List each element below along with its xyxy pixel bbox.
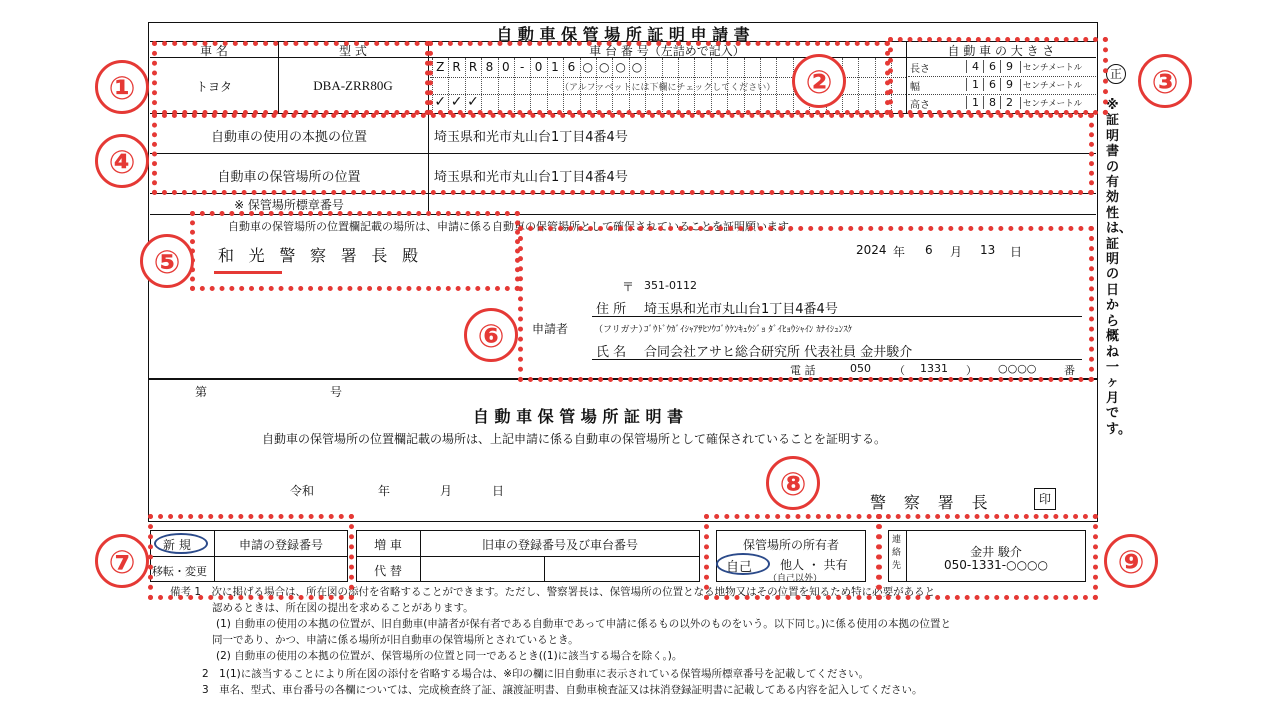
chassis-char: 6 — [567, 60, 576, 74]
self-label: 自己 — [726, 560, 753, 575]
alpha-note: （アルファベットには下欄にチェックしてください） — [560, 83, 776, 93]
cert-no-suffix: 号 — [330, 385, 343, 399]
alphabet-check: ✓ — [467, 94, 479, 110]
phone-paren-close: ） — [966, 364, 977, 377]
self-circle — [716, 553, 770, 575]
storage-location-label: 自動車の保管場所の位置 — [217, 170, 361, 185]
form-title: 自 動 車 保 管 場 所 証 明 申 請 書 — [496, 25, 750, 44]
size-grid-line — [908, 76, 1096, 77]
row-divider — [150, 153, 1096, 154]
postal-mark: 〒 — [622, 280, 635, 294]
marker-4: ④ — [95, 134, 149, 188]
chassis-cell-divider — [858, 58, 859, 112]
size-unit: センチメートル — [1020, 79, 1082, 91]
chassis-char: ○ — [582, 60, 594, 74]
phone-number: ○○○○ — [998, 362, 1037, 375]
base-location-label: 自動車の使用の本拠の位置 — [210, 130, 367, 145]
size-unit: センチメートル — [1020, 61, 1082, 73]
marker-9: ⑨ — [1104, 534, 1158, 588]
request-text: 自動車の保管場所の位置欄記載の場所は、申請に係る自動車の保管場所として確保されていることを証明願います。 — [228, 220, 800, 233]
date-year: 2024 — [856, 243, 887, 257]
car-name-label: 車 名 — [200, 44, 228, 58]
other-note: （自己以外） — [768, 574, 823, 584]
reg-no-label: 申請の登録番号 — [238, 538, 323, 552]
increase-label: 増 車 — [374, 538, 402, 552]
storage-location-value: 埼玉県和光市丸山台1丁目4番4号 — [434, 170, 628, 185]
address-label: 住 所 — [596, 302, 627, 317]
height-digit: 1 — [966, 96, 984, 109]
bottom-divider — [544, 556, 545, 582]
size-grid-line — [908, 94, 1096, 95]
row-divider — [150, 214, 1096, 215]
chassis-cell-divider — [776, 58, 777, 112]
width-digit: 6 — [983, 78, 1001, 91]
applicant-label: 申請者 — [532, 322, 569, 336]
model-label: 型 式 — [339, 44, 367, 58]
cert-text: 自動車の保管場所の位置欄記載の場所は、上記申請に係る自動車の保管場所として確保されていることを証明する。 — [262, 432, 887, 446]
size-label: 自 動 車 の 大 き さ — [947, 44, 1055, 58]
model-value: DBA-ZRR80G — [313, 78, 393, 93]
col-divider — [428, 41, 429, 214]
cert-no-prefix: 第 — [195, 385, 208, 399]
phone-label: 電 話 — [790, 364, 816, 377]
height-digit: 8 — [983, 96, 1001, 109]
length-digit: 9 — [1000, 60, 1018, 73]
note-line: 同一であり、かつ、申請に係る場所が旧自動車の保管場所とされているとき。 — [212, 634, 579, 646]
new-label: 新 規 — [163, 538, 191, 552]
sticker-number-label: ※ 保管場所標章番号 — [234, 198, 344, 212]
marker-7: ⑦ — [95, 534, 149, 588]
cert-month: 月 — [440, 484, 453, 498]
cert-day: 日 — [492, 484, 505, 498]
police-chief-addressee: 和 光 警 察 署 長 殿 — [218, 246, 423, 265]
date-year-label: 年 — [893, 245, 906, 259]
note-line: 備考 1 次に掲げる場合は、所在図の添付を省略することができます。ただし、警察署長は、保管場所の位置となる地物又はその位置を知るため特に必要があると — [170, 586, 936, 598]
width-digit: 1 — [966, 78, 984, 91]
length-digit: 6 — [983, 60, 1001, 73]
chassis-char: 0 — [534, 60, 543, 74]
chassis-char: 1 — [551, 60, 559, 74]
contact-name: 金井 駿介 — [970, 545, 1022, 559]
applicant-line — [592, 316, 1082, 317]
phone-area: 050 — [850, 362, 871, 375]
chassis-cell-divider — [891, 58, 892, 112]
underline-mark — [214, 271, 282, 274]
chassis-char: ○ — [615, 60, 626, 74]
name-label: 氏 名 — [596, 345, 627, 360]
transfer-label: 移転・変更 — [152, 565, 207, 578]
replace-label: 代 替 — [374, 564, 402, 578]
height-digit: 2 — [1000, 96, 1018, 109]
old-vehicle-label: 旧車の登録番号及び車台番号 — [481, 538, 638, 552]
validity-note: ※ 証明書の有効性は、証明の日から概ね一ヶ月です。 — [1106, 98, 1133, 437]
chassis-char: ○ — [631, 60, 643, 74]
note-line: (2) 自動車の使用の本拠の位置が、保管場所の位置と同一であるとき((1)に該当する場合を除く。)。 — [216, 650, 683, 662]
bottom-divider — [356, 556, 700, 557]
row-divider — [150, 113, 1096, 114]
width-digit: 9 — [1000, 78, 1018, 91]
cert-year: 年 — [378, 484, 391, 498]
note-line: 3 車名、型式、車台番号の各欄については、完成検査終了証、譲渡証明書、自動車検査証又は抹消登録証明書に記載してある内容を記入してください。 — [202, 684, 923, 696]
phone-suffix: 番 — [1064, 364, 1075, 377]
marker-2: ② — [792, 54, 846, 108]
alphabet-check: ✓ — [450, 94, 463, 110]
alphabet-check: ✓ — [434, 94, 447, 110]
note-line: 認めるときは、所在図の提出を求めることがあります。 — [212, 602, 474, 614]
note-line: (1) 自動車の使用の本拠の位置が、旧自動車(申請者が保有者である自動車であって申請に係るもの以外のものをいう。以下同じ。)に係る使用の本拠の位置と — [216, 618, 952, 630]
other-label: 他人 ・ 共有 — [780, 558, 848, 572]
chassis-label: 車 台 番 号（左詰めで記入） — [589, 44, 745, 58]
date-month-label: 月 — [950, 245, 963, 259]
address-value: 埼玉県和光市丸山台1丁目4番4号 — [644, 302, 838, 317]
cert-title: 自 動 車 保 管 場 所 証 明 書 — [472, 407, 684, 426]
new-circle — [154, 533, 208, 554]
length-digit: 4 — [966, 60, 984, 73]
contact-phone: 050-1331-○○○○ — [944, 558, 1048, 572]
phone-local: 1331 — [920, 362, 948, 375]
base-location-value: 埼玉県和光市丸山台1丁目4番4号 — [434, 130, 628, 145]
width-label: 幅 — [910, 82, 920, 93]
owner-label: 保管場所の所有者 — [742, 538, 839, 552]
date-day-label: 日 — [1010, 245, 1023, 259]
cert-era: 令和 — [290, 484, 315, 498]
chassis-char: 0 — [501, 60, 510, 74]
chassis-char: Z — [436, 60, 445, 74]
car-name-value: トヨタ — [195, 80, 232, 94]
chassis-char: 8 — [485, 60, 494, 74]
marker-8: ⑧ — [766, 456, 820, 510]
chassis-cell-divider — [875, 58, 876, 112]
applicant-line — [592, 359, 1082, 360]
row-divider — [150, 193, 1096, 194]
chassis-char: R — [468, 60, 478, 74]
name-value: 合同会社アサヒ総合研究所 代表社員 金井駿介 — [644, 345, 913, 360]
note-line: 2 1(1)に該当することにより所在図の添付を省略する場合は、※印の欄に旧自動車に表示されている保管場所標章番号を記載してください。 — [202, 668, 870, 680]
cert-chief: 警 察 署 長 — [870, 493, 995, 512]
chassis-char: ○ — [598, 60, 610, 74]
marker-3: ③ — [1138, 54, 1192, 108]
height-label: 高さ — [910, 100, 930, 111]
mark-sei: 正 — [1106, 64, 1126, 84]
size-unit: センチメートル — [1020, 97, 1082, 109]
marker-6: ⑥ — [464, 308, 518, 362]
date-day: 13 — [980, 243, 996, 257]
postal-code: 351-0112 — [644, 279, 697, 292]
phone-paren-open: （ — [894, 364, 905, 377]
kana-value: ｺﾞｳﾄﾞｳｶﾞｲｼｬｱｻﾋｿｳｺﾞｳｹﾝｷｭｳｼﾞｮ ﾀﾞｲﾋｮｳｼｬｲﾝ ｶﾅｲｼｭﾝｽｹ — [644, 325, 853, 335]
seal-box: 印 — [1034, 488, 1056, 510]
marker-5: ⑤ — [140, 234, 194, 288]
length-label: 長さ — [910, 64, 930, 75]
chassis-char: - — [520, 60, 525, 74]
marker-1: ① — [95, 60, 149, 114]
date-month: 6 — [925, 243, 933, 257]
bottom-divider — [150, 556, 348, 557]
chassis-char: R — [452, 60, 461, 74]
kana-label: （フリガナ） — [594, 325, 648, 335]
contact-label: 連絡先 — [892, 535, 902, 571]
